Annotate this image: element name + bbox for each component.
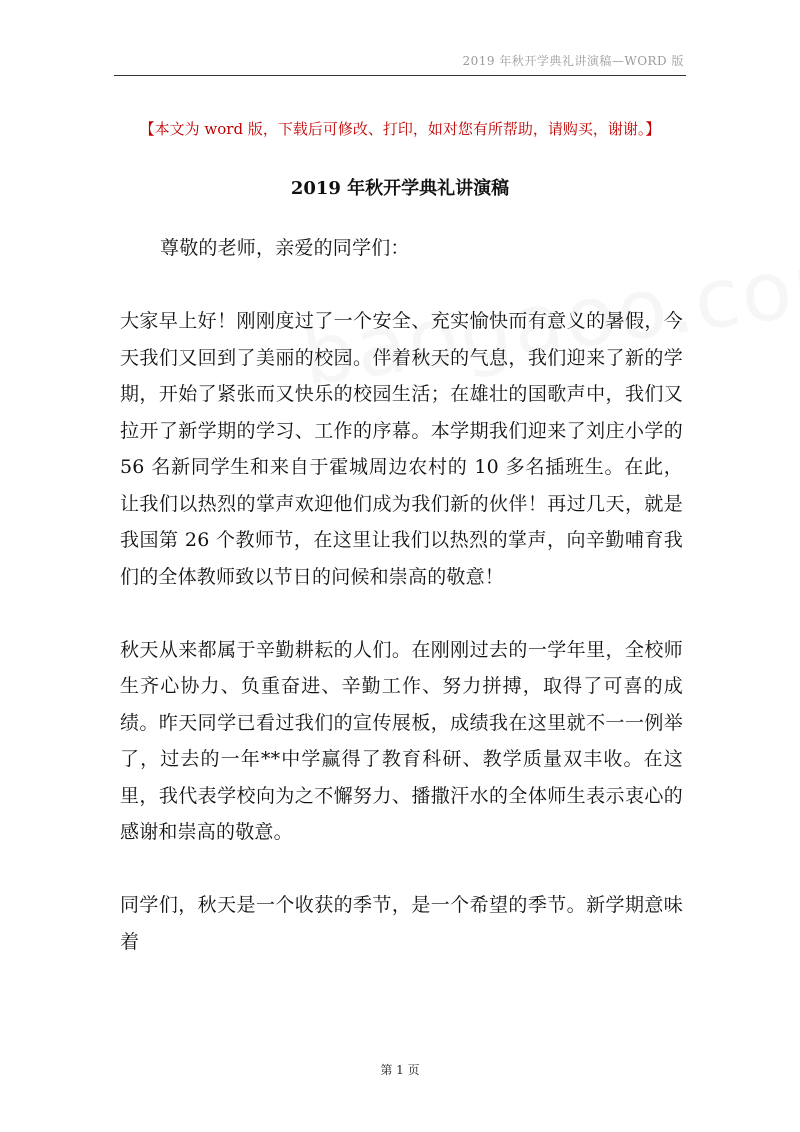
purchase-notice: 【本文为 word 版，下载后可修改、打印，如对您有所帮助，请购买，谢谢。】 [139,120,661,138]
document-title: 2019 年秋开学典礼讲演稿 [290,178,510,199]
page-number: 第 1 页 [380,1063,420,1077]
paragraph-3: 同学们，秋天是一个收获的季节，是一个希望的季节。新学期意味着 [120,894,683,953]
paragraph-1: 大家早上好！刚刚度过了一个安全、充实愉快而有意义的暑假，今天我们又回到了美丽的校园。伴着秋天的气息，我们迎来了新的学期，开始了紧张而又快乐的校园生活；在雄壮的国歌声中，我们又拉开了新学期的学习、工作的序幕。本学期我们迎来了刘庄小学的 56 名新同学生和来自于霍城周边农村的 10 多名插班生。在此，让我们以热烈的掌声欢迎他们成为我们新的伙伴！再过几天，就是我国第 26 个教师节，在这里让我们以热烈的掌声，向辛勤哺育我们的全体教师致以节日的问候和崇高的敬意！ [120,310,683,588]
running-header: 2019 年秋开学典礼讲演稿—WORD 版 [462,54,684,68]
document-body [120,230,683,960]
paragraph-2: 秋天从来都属于辛勤耕耘的人们。在刚刚过去的一学年里，全校师生齐心协力、负重奋进、辛勤工作、努力拼搏，取得了可喜的成绩。昨天同学已看过我们的宣传展板，成绩我在这里就不一一例举了，过去的一年**中学赢得了教育科研、教学质量双丰收。在这里，我代表学校向为之不懈努力、播撒汗水的全体师生表示衷心的感谢和崇高的敬意。 [120,638,683,843]
greeting: 尊敬的老师，亲爱的同学们： [160,237,410,259]
header-divider [114,75,686,76]
